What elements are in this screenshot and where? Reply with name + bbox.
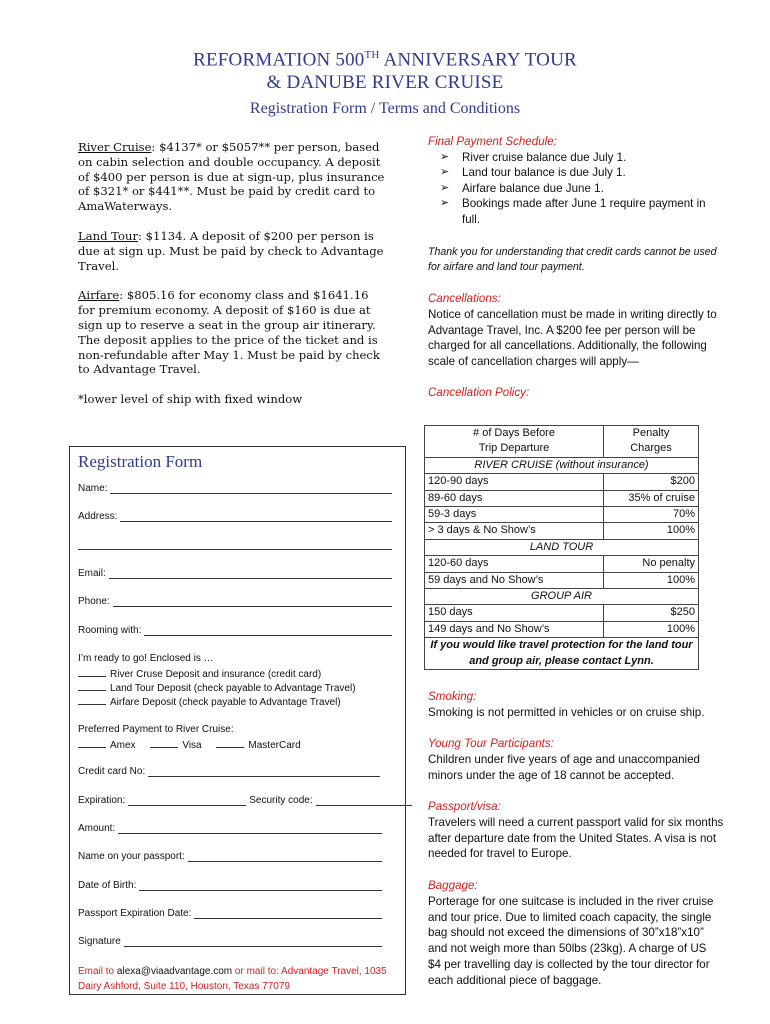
- title-line-1: REFORMATION 500TH ANNIVERSARY TOUR: [193, 49, 577, 71]
- river-cruise-section: RIVER CRUISE (without insurance): [425, 457, 699, 473]
- land-tour-section: LAND TOUR: [425, 539, 699, 555]
- header-penalty: Penalty Charges: [604, 426, 699, 458]
- river-cruise-pricing: River Cruise: $4137* or $5057** per person, based on cabin selection and double occupancy. A deposit of $400 per person is due at sign-up, plus insurance of $321* or $441**. Must be paid by credit card to AmaWaterways.: [78, 140, 385, 214]
- pricing-details: [78, 140, 388, 422]
- email-link[interactable]: alexa@viaadvantage.com: [116, 966, 233, 977]
- airfare-pricing: Airfare: $805.16 for economy class and $1641.16 for premium economy. A deposit of $160 is due at sign up to reserve a seat in the group air itinerary. The deposit applies to the price of the ticket and is non-refundable after May 1. Must be paid by check to Advantage Travel.: [78, 288, 380, 377]
- travel-protection-note: If you would like travel protection for the land tour and group air, please contact Lynn.: [425, 638, 699, 670]
- list-item: ➢ Bookings made after June 1 require payment in full.: [440, 197, 706, 226]
- list-item: ➢ Land tour balance is due July 1.: [440, 166, 626, 180]
- thanks-note: Thank you for understanding that credit cards cannot be used for airfare and land tour payment.: [428, 245, 717, 273]
- arrow-bullet-icon: ➢: [440, 181, 450, 194]
- smoking-text: Smoking is not permitted in vehicles or on cruise ship.: [428, 705, 705, 719]
- address-field[interactable]: Address:: [78, 511, 392, 522]
- table-row: 59-3 days 70%: [425, 507, 699, 523]
- cancellations-heading: Cancellations:: [428, 292, 501, 306]
- rooming-field[interactable]: Rooming with:: [78, 625, 392, 636]
- visa-option[interactable]: Visa: [150, 740, 201, 751]
- registration-form: [69, 446, 406, 995]
- land-tour-pricing: Land Tour: $1134. A deposit of $200 per person is due at sign up. Must be paid by check to Advantage Travel.: [78, 228, 384, 273]
- option-airfare-deposit[interactable]: Airfare Deposit (check payable to Advantage Travel): [78, 695, 341, 708]
- passport-expiration-field[interactable]: Passport Expiration Date:: [78, 908, 382, 919]
- young-participants-section: [428, 736, 728, 783]
- mail-instructions: Email to alexa@viaadvantage.com or mail to: Advantage Travel, 1035 Dairy Ashford, Suite 110, Houston, Texas 77079: [78, 966, 387, 992]
- smoking-heading: Smoking:: [428, 690, 477, 703]
- cancellation-policy-table: [424, 425, 699, 670]
- title-line-2: & DANUBE RIVER CRUISE: [266, 72, 504, 94]
- document-subtitle: Registration Form / Terms and Conditions: [249, 100, 521, 118]
- option-land-deposit[interactable]: Land Tour Deposit (check payable to Advantage Travel): [78, 681, 356, 694]
- preferred-payment-label: Preferred Payment to River Cruise:: [78, 724, 234, 735]
- header-days: # of Days Before Trip Departure: [425, 426, 604, 458]
- table-row: 120-90 days $200: [425, 474, 699, 490]
- smoking-section: [428, 689, 728, 721]
- passport-section: [428, 799, 728, 862]
- table-row: 149 days and No Show’s 100%: [425, 621, 699, 637]
- list-item: ➢ River cruise balance due July 1.: [440, 150, 627, 164]
- passport-name-field[interactable]: Name on your passport:: [78, 851, 382, 862]
- document-header: [0, 44, 770, 122]
- payment-schedule-list: [428, 150, 720, 228]
- arrow-bullet-icon: ➢: [440, 150, 450, 163]
- arrow-bullet-icon: ➢: [440, 166, 450, 179]
- table-header-row: [425, 426, 699, 458]
- final-payment-heading: Final Payment Schedule:: [428, 135, 557, 148]
- email-field[interactable]: Email:: [78, 568, 392, 579]
- passport-heading: Passport/visa:: [428, 800, 501, 813]
- mastercard-option[interactable]: MasterCard: [216, 740, 300, 751]
- cancellation-policy-heading: Cancellation Policy:: [428, 386, 530, 400]
- terms-column: [428, 134, 720, 401]
- payment-options: [78, 738, 301, 751]
- credit-card-field[interactable]: Credit card No:: [78, 766, 380, 777]
- group-air-section: GROUP AIR: [425, 589, 699, 605]
- signature-field[interactable]: Signature: [78, 936, 382, 947]
- arrow-bullet-icon: ➢: [440, 197, 450, 210]
- baggage-text: Porterage for one suitcase is included in the river cruise and tour price. Due to limited coach capacity, the single bag should not exceed the dimensions of 30”x18”x10” and not weigh more than 50lbs (23kg). A charge of US $4 per travelling day is collected by the tour director for each additional piece of baggage.: [428, 894, 714, 987]
- ready-label: I’m ready to go! Enclosed is …: [78, 653, 214, 664]
- passport-text: Travelers will need a current passport valid for six months after departure date from the United States. A visa is not needed for travel to Europe.: [428, 815, 724, 861]
- amex-option[interactable]: Amex: [78, 740, 136, 751]
- table-row: 89-60 days 35% of cruise: [425, 490, 699, 506]
- table-row: 120-60 days No penalty: [425, 556, 699, 572]
- expiration-security-fields[interactable]: Expiration: Security code:: [78, 795, 380, 806]
- amount-field[interactable]: Amount:: [78, 823, 382, 834]
- name-field[interactable]: Name:: [78, 483, 392, 494]
- address-line-2-field[interactable]: [78, 540, 392, 550]
- date-of-birth-field[interactable]: Date of Birth:: [78, 880, 382, 891]
- baggage-heading: Baggage:: [428, 879, 478, 892]
- cancellations-text: Notice of cancellation must be made in writing directly to Advantage Travel, Inc. A $200 fee per person will be charged for all cancellations. Additionally, the following scale of cancellation charges will apply—: [428, 307, 717, 368]
- baggage-section: [428, 878, 720, 989]
- phone-field[interactable]: Phone:: [78, 596, 392, 607]
- table-row: 150 days $250: [425, 605, 699, 621]
- form-title: Registration Form: [78, 452, 203, 471]
- list-item: ➢ Airfare balance due June 1.: [440, 181, 604, 195]
- young-participants-text: Children under five years of age and unaccompanied minors under the age of 18 cannot be accepted.: [428, 752, 700, 782]
- young-participants-heading: Young Tour Participants:: [428, 737, 554, 750]
- option-river-deposit[interactable]: River Cruse Deposit and insurance (credit card): [78, 667, 321, 680]
- table-row: > 3 days & No Show’s 100%: [425, 523, 699, 539]
- table-row: 59 days and No Show’s 100%: [425, 572, 699, 588]
- footnote: *lower level of ship with fixed window: [78, 392, 303, 407]
